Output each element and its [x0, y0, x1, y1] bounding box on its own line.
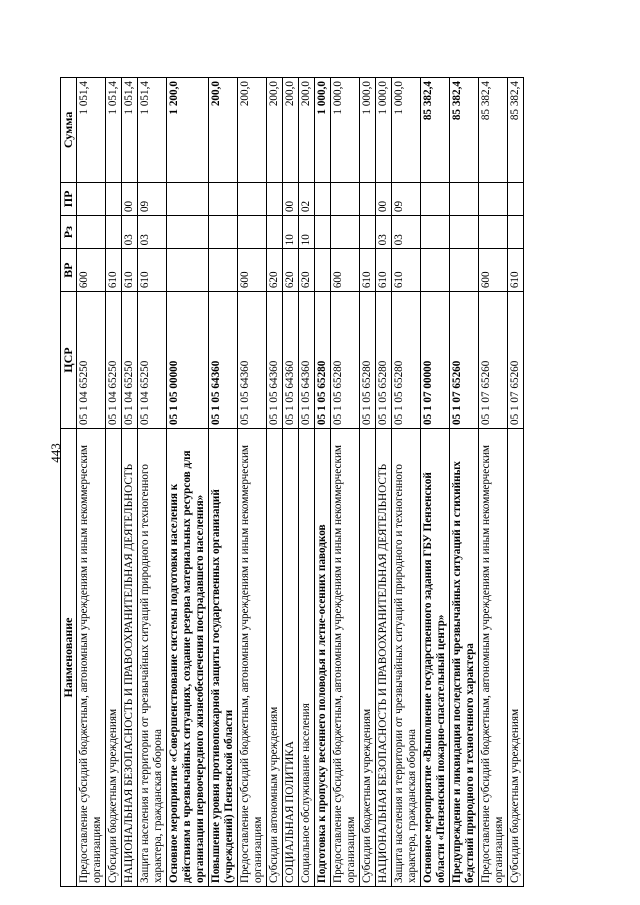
cell-name: СОЦИАЛЬНАЯ ПОЛИТИКА	[283, 428, 299, 886]
header-name: Наименование	[61, 428, 77, 886]
cell-sum: 1 000,0	[392, 78, 421, 183]
table-row	[209, 78, 238, 887]
cell-csr: 05 1 04 65250	[106, 292, 122, 429]
cell-name: Основное мероприятие «Совершенствование системы подготовки населения к действиям в чрезвычайных ситуациях, создание резерва материальных ресурсов для организации первоочередного жизнеобеспечения пострадавшего населения»	[167, 428, 209, 886]
cell-pr	[450, 182, 479, 215]
cell-name: Предоставление субсидий бюджетным, автономным учреждениям и иным некоммерческим организациям	[331, 428, 360, 886]
cell-rz: 03	[122, 216, 138, 249]
cell-csr: 05 1 04 65250	[122, 292, 138, 429]
table-row	[138, 78, 167, 887]
cell-pr	[315, 182, 331, 215]
cell-sum: 1 000,0	[331, 78, 360, 183]
cell-rz: 03	[138, 216, 167, 249]
cell-rz	[238, 216, 267, 249]
cell-name: Субсидии бюджетным учреждениям	[360, 428, 376, 886]
cell-rz	[77, 216, 106, 249]
header-csr: ЦСР	[61, 292, 77, 429]
cell-sum: 85 382,4	[508, 78, 524, 183]
table-row	[167, 78, 209, 887]
table-row	[315, 78, 331, 887]
table-row	[392, 78, 421, 887]
cell-pr	[77, 182, 106, 215]
cell-sum: 85 382,4	[421, 78, 450, 183]
cell-rz: 10	[283, 216, 299, 249]
cell-csr: 05 1 05 65280	[331, 292, 360, 429]
cell-name: Субсидии бюджетным учреждениям	[508, 428, 524, 886]
cell-rz: 03	[392, 216, 421, 249]
cell-pr	[267, 182, 283, 215]
cell-pr: 02	[299, 182, 315, 215]
cell-vr: 620	[299, 249, 315, 292]
cell-vr: 610	[360, 249, 376, 292]
cell-csr: 05 1 07 65260	[450, 292, 479, 429]
header-rz: Рз	[61, 216, 77, 249]
table-row	[376, 78, 392, 887]
cell-csr: 05 1 05 64360	[299, 292, 315, 429]
cell-pr: 00	[376, 182, 392, 215]
cell-csr: 05 1 07 65260	[508, 292, 524, 429]
cell-pr	[508, 182, 524, 215]
table-row	[283, 78, 299, 887]
table-row	[421, 78, 450, 887]
cell-rz	[360, 216, 376, 249]
cell-csr: 05 1 05 64360	[238, 292, 267, 429]
table-header-row	[61, 78, 77, 887]
cell-csr: 05 1 05 64360	[209, 292, 238, 429]
header-sum: Сумма	[61, 78, 77, 183]
cell-vr: 600	[238, 249, 267, 292]
cell-vr: 610	[508, 249, 524, 292]
cell-vr: 600	[479, 249, 508, 292]
cell-vr: 600	[331, 249, 360, 292]
cell-vr: 610	[392, 249, 421, 292]
cell-vr: 620	[283, 249, 299, 292]
cell-pr	[479, 182, 508, 215]
cell-rz: 10	[299, 216, 315, 249]
cell-pr	[421, 182, 450, 215]
cell-name: Защита населения и территории от чрезвычайных ситуаций природного и техногенного характера, гражданская оборона	[138, 428, 167, 886]
table-row	[360, 78, 376, 887]
cell-name: Повышение уровня противопожарной защиты государственных организаций (учреждений) Пензенской области	[209, 428, 238, 886]
cell-csr: 05 1 05 65280	[392, 292, 421, 429]
cell-name: Предупреждение и ликвидация последствий чрезвычайных ситуаций и стихийных бедствий природного и техногенного характера	[450, 428, 479, 886]
cell-pr	[209, 182, 238, 215]
cell-sum: 200,0	[299, 78, 315, 183]
cell-name: Защита населения и территории от чрезвычайных ситуаций природного и техногенного характера, гражданская оборона	[392, 428, 421, 886]
cell-sum: 200,0	[283, 78, 299, 183]
cell-sum: 85 382,4	[479, 78, 508, 183]
cell-vr: 610	[106, 249, 122, 292]
cell-vr	[421, 249, 450, 292]
cell-name: Субсидии автономным учреждениям	[267, 428, 283, 886]
cell-rz	[331, 216, 360, 249]
cell-csr: 05 1 05 64360	[283, 292, 299, 429]
cell-name: Субсидии бюджетным учреждениям	[106, 428, 122, 886]
cell-rz	[209, 216, 238, 249]
table-row	[267, 78, 283, 887]
cell-name: Предоставление субсидий бюджетным, автономным учреждениям и иным некоммерческим организациям	[77, 428, 106, 886]
cell-csr: 05 1 04 65250	[138, 292, 167, 429]
rotated-table-wrapper	[60, 77, 524, 887]
cell-vr: 600	[77, 249, 106, 292]
cell-name: Подготовка к пропуску весеннего половодья и летне-осенних паводков	[315, 428, 331, 886]
cell-csr: 05 1 05 00000	[167, 292, 209, 429]
cell-vr: 610	[138, 249, 167, 292]
cell-vr: 610	[376, 249, 392, 292]
table-row	[331, 78, 360, 887]
header-pr: ПР	[61, 182, 77, 215]
cell-pr	[106, 182, 122, 215]
cell-rz	[167, 216, 209, 249]
cell-name: НАЦИОНАЛЬНАЯ БЕЗОПАСНОСТЬ И ПРАВООХРАНИТЕЛЬНАЯ ДЕЯТЕЛЬНОСТЬ	[122, 428, 138, 886]
cell-rz	[450, 216, 479, 249]
table-row	[450, 78, 479, 887]
cell-name: Социальное обслуживание населения	[299, 428, 315, 886]
table-body	[77, 78, 524, 887]
cell-csr: 05 1 05 65280	[360, 292, 376, 429]
cell-csr: 05 1 05 64360	[267, 292, 283, 429]
cell-name: Предоставление субсидий бюджетным, автономным учреждениям и иным некоммерческим организациям	[238, 428, 267, 886]
table-row	[299, 78, 315, 887]
cell-sum: 1 200,0	[167, 78, 209, 183]
cell-sum: 85 382,4	[450, 78, 479, 183]
table-row	[479, 78, 508, 887]
cell-sum: 1 000,0	[315, 78, 331, 183]
cell-sum: 1 051,4	[138, 78, 167, 183]
cell-pr	[238, 182, 267, 215]
page-number: 443	[48, 443, 63, 463]
cell-rz	[315, 216, 331, 249]
cell-csr: 05 1 07 65260	[479, 292, 508, 429]
cell-sum: 1 051,4	[122, 78, 138, 183]
cell-sum: 200,0	[209, 78, 238, 183]
header-vr: ВР	[61, 249, 77, 292]
cell-pr: 00	[122, 182, 138, 215]
table-row	[508, 78, 524, 887]
cell-csr: 05 1 05 65280	[376, 292, 392, 429]
cell-vr	[450, 249, 479, 292]
cell-rz	[106, 216, 122, 249]
budget-table	[60, 77, 524, 887]
cell-rz	[479, 216, 508, 249]
cell-sum: 200,0	[267, 78, 283, 183]
cell-csr: 05 1 05 65280	[315, 292, 331, 429]
cell-name: НАЦИОНАЛЬНАЯ БЕЗОПАСНОСТЬ И ПРАВООХРАНИТЕЛЬНАЯ ДЕЯТЕЛЬНОСТЬ	[376, 428, 392, 886]
cell-rz	[421, 216, 450, 249]
cell-name: Предоставление субсидий бюджетным, автономным учреждениям и иным некоммерческим организациям	[479, 428, 508, 886]
cell-vr	[167, 249, 209, 292]
cell-pr: 00	[283, 182, 299, 215]
cell-sum: 200,0	[238, 78, 267, 183]
cell-rz: 03	[376, 216, 392, 249]
cell-csr: 05 1 04 65250	[77, 292, 106, 429]
cell-name: Основное мероприятие «Выполнение государственного задания ГБУ Пензенской области «Пензенский пожарно-спасательный центр»	[421, 428, 450, 886]
cell-pr	[360, 182, 376, 215]
cell-pr	[331, 182, 360, 215]
cell-sum: 1 000,0	[360, 78, 376, 183]
cell-sum: 1 051,4	[106, 78, 122, 183]
table-row	[106, 78, 122, 887]
cell-vr	[209, 249, 238, 292]
cell-sum: 1 000,0	[376, 78, 392, 183]
cell-pr: 09	[138, 182, 167, 215]
table-row	[238, 78, 267, 887]
cell-pr: 09	[392, 182, 421, 215]
cell-pr	[167, 182, 209, 215]
table-row	[122, 78, 138, 887]
cell-rz	[267, 216, 283, 249]
cell-vr: 610	[122, 249, 138, 292]
table-row	[77, 78, 106, 887]
cell-vr	[315, 249, 331, 292]
cell-sum: 1 051,4	[77, 78, 106, 183]
cell-csr: 05 1 07 00000	[421, 292, 450, 429]
cell-vr: 620	[267, 249, 283, 292]
cell-rz	[508, 216, 524, 249]
